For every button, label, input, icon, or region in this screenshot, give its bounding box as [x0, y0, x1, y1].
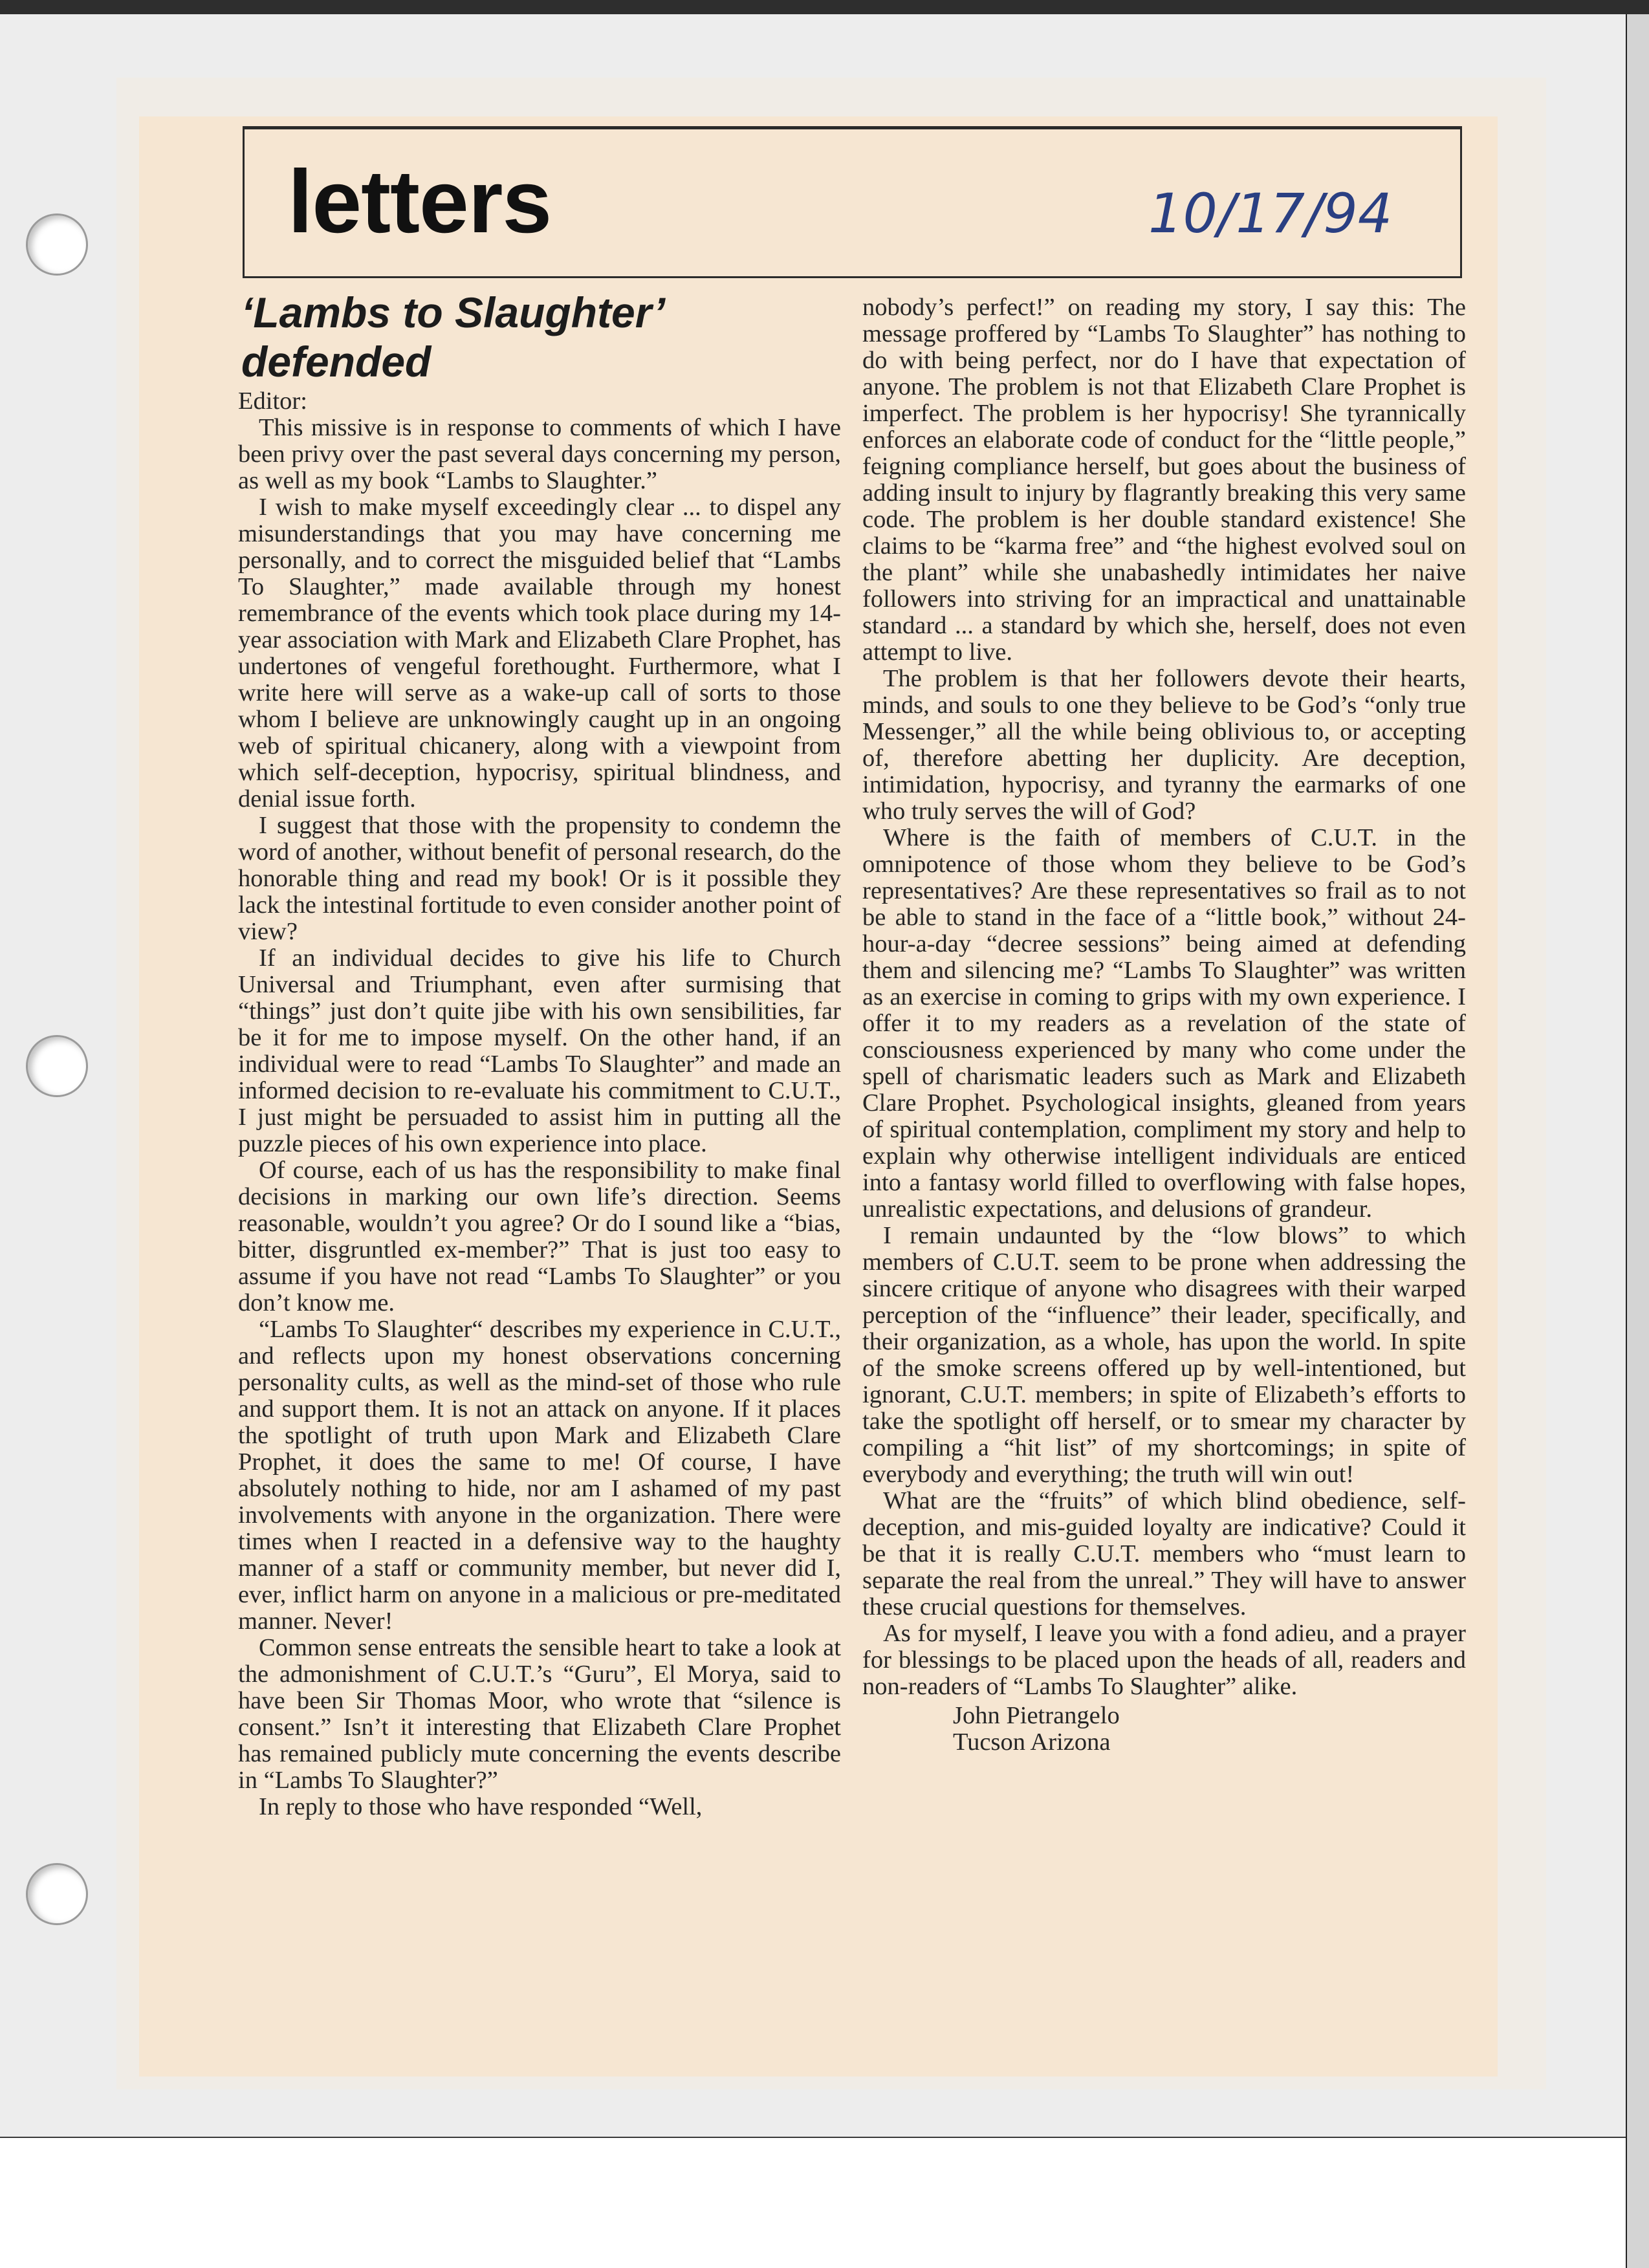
signature-block — [862, 1703, 1466, 1756]
paragraph: Common sense entreats the sensible heart to take a look at the admonishment of C.U.T.’s “Guru”, El Morya, said to have been Sir Thomas Moor, who wrote that “silence is consent.” Isn’t it interesting that Elizabeth Clare Prophet has remained publicly mute concerning the events describe in “Lambs To Slaughter?” — [238, 1634, 841, 1794]
article-headline: ‘Lambs to Slaughter’ defended — [241, 289, 664, 386]
paragraph: Of course, each of us has the responsibility to make final decisions in marking our own life’s direction. Seems reasonable, wouldn’t you agree? Or do I sound like a “bias, bitter, disgruntled ex-member?” That is just too easy to assume if you have not read “Lambs To Slaughter” or you don’t know me. — [238, 1157, 841, 1316]
article-column-left — [238, 388, 841, 1954]
paragraph: I remain undaunted by the “low blows” to which members of C.U.T. seem to be prone when addressing the sincere critique of anyone who disagrees with their warped perception of the “influence” their leader, specifically, and their organization, as a whole, has upon the world. In spite of the smoke screens offered up by well-intentioned, but ignorant, C.U.T. members; in spite of Elizabeth’s efforts to take the spotlight off herself, or to smear my character by compiling a “hit list” of my shortcomings; in spite of everybody and everything; the truth will win out! — [862, 1222, 1466, 1488]
scan-top-edge — [0, 0, 1649, 14]
binder-hole-top — [26, 213, 88, 276]
binder-hole-middle — [26, 1035, 88, 1097]
author-location: Tucson Arizona — [953, 1728, 1111, 1756]
paragraph: I wish to make myself exceedingly clear ... to dispel any misunderstandings that you may have concerning me personally, and to correct the misguided belief that “Lambs To Slaughter,” made available through my honest remembrance of the events which took place during my 14-year association with Mark and Elizabeth Clare Prophet, has undertones of vengeful forethought. Furthermore, what I write here will serve as a wake-up call of sorts to those whom I believe are unknowingly caught up in an ongoing web of spiritual chicanery, along with a viewpoint from which self-deception, hypocrisy, spiritual blindness, and denial issue forth. — [238, 494, 841, 812]
paragraph: If an individual decides to give his life to Church Universal and Triumphant, even after surmising that “things” just don’t quite jibe with his own sensibilities, far be it for me to impose myself. On the other hand, if an individual were to read “Lambs To Slaughter” and made an informed decision to re-evaluate his commitment to C.U.T., I just might be persuaded to assist him in putting all the puzzle pieces of his own experience into place. — [238, 944, 841, 1157]
scan-bottom-margin — [0, 2138, 1649, 2268]
author-name: John Pietrangelo — [953, 1702, 1120, 1729]
paragraph: I suggest that those with the propensity to condemn the word of another, without benefit of personal research, do the honorable thing and read my book! Or is it possible they lack the intestinal fortitude to even consider another point of view? — [238, 812, 841, 945]
scan-right-margin — [1627, 14, 1649, 2268]
salutation: Editor: — [238, 388, 307, 415]
paragraph: “Lambs To Slaughter“ describes my experience in C.U.T., and reflects upon my honest observations concerning personality cults, as well as the mind-set of those who rule and support them. It is not an attack on anyone. If it places the spotlight of truth upon Mark and Elizabeth Clare Prophet, it does the same to me! Of course, I have absolutely nothing to hide, nor am I ashamed of my past involvements with anyone in the organization. There were times when I reacted in a defensive way to the haughty manner of a staff or community member, but never did I, ever, inflict harm on anyone in a malicious or pre-meditated manner. Never! — [238, 1316, 841, 1635]
paragraph: As for myself, I leave you with a fond adieu, and a prayer for blessings to be placed upon the heads of all, readers and non-readers of “Lambs To Slaughter” alike. — [862, 1620, 1466, 1700]
paragraph: What are the “fruits” of which blind obedience, self-deception, and mis-guided loyalty are indicative? Could it be that it is really C.U.T. members who “must learn to separate the real from the unreal.” They will have to answer these crucial questions for themselves. — [862, 1487, 1466, 1620]
article-column-right — [862, 294, 1466, 1950]
paragraph: The problem is that her followers devote their hearts, minds, and souls to one they believe to be God’s “only true Messenger,” all the while being oblivious to, or accepting of, therefore abetting her duplicity. Are deception, intimidation, hypocrisy, and tyranny the earmarks of one who truly serves the will of God? — [862, 665, 1466, 825]
binder-hole-bottom — [26, 1863, 88, 1925]
paragraph-continued: nobody’s perfect!” on reading my story, I say this: The message proffered by “Lambs To Slaughter” has nothing to do with being perfect, nor do I have that expectation of anyone. The problem is not that Elizabeth Clare Prophet is imperfect. The problem is her hypocrisy! She tyrannically enforces an elaborate code of conduct for the “little people,” feigning compliance herself, but goes about the business of adding insult to injury by flagrantly breaking this very same code. The problem is her double standard existence! She claims to be “karma free” and “the highest evolved soul on the plant” while she unabashedly intimidates her naive followers into striving for an impractical and unattainable standard ... a standard by which she, herself, does not even attempt to live. — [862, 294, 1466, 666]
paragraph: This missive is in response to comments of which I have been privy over the past several days concerning my person, as well as my book “Lambs to Slaughter.” — [238, 414, 841, 494]
section-title: letters — [288, 152, 552, 252]
paragraph: Where is the faith of members of C.U.T. in the omnipotence of those whom they believe to be God’s representatives? Are these representatives so frail as to not be able to stand in the face of a “little book,” without 24-hour-a-day “decree sessions” being aimed at defending them and silencing me? “Lambs To Slaughter” was written as an exercise in coming to grips with my own experience. I offer it to my readers as a revelation of the state of consciousness experienced by many who come under the spell of charismatic leaders such as Mark and Elizabeth Clare Prophet. Psychological insights, gleaned from years of spiritual contemplation, compliment my story and help to explain why otherwise intelligent individuals are enticed into a fantasy world filled to overflowing with false hopes, unrealistic expectations, and delusions of grandeur. — [862, 824, 1466, 1223]
paragraph: In reply to those who have responded “Well, — [259, 1793, 703, 1820]
handwritten-date: 10/17/94 — [1148, 182, 1393, 245]
